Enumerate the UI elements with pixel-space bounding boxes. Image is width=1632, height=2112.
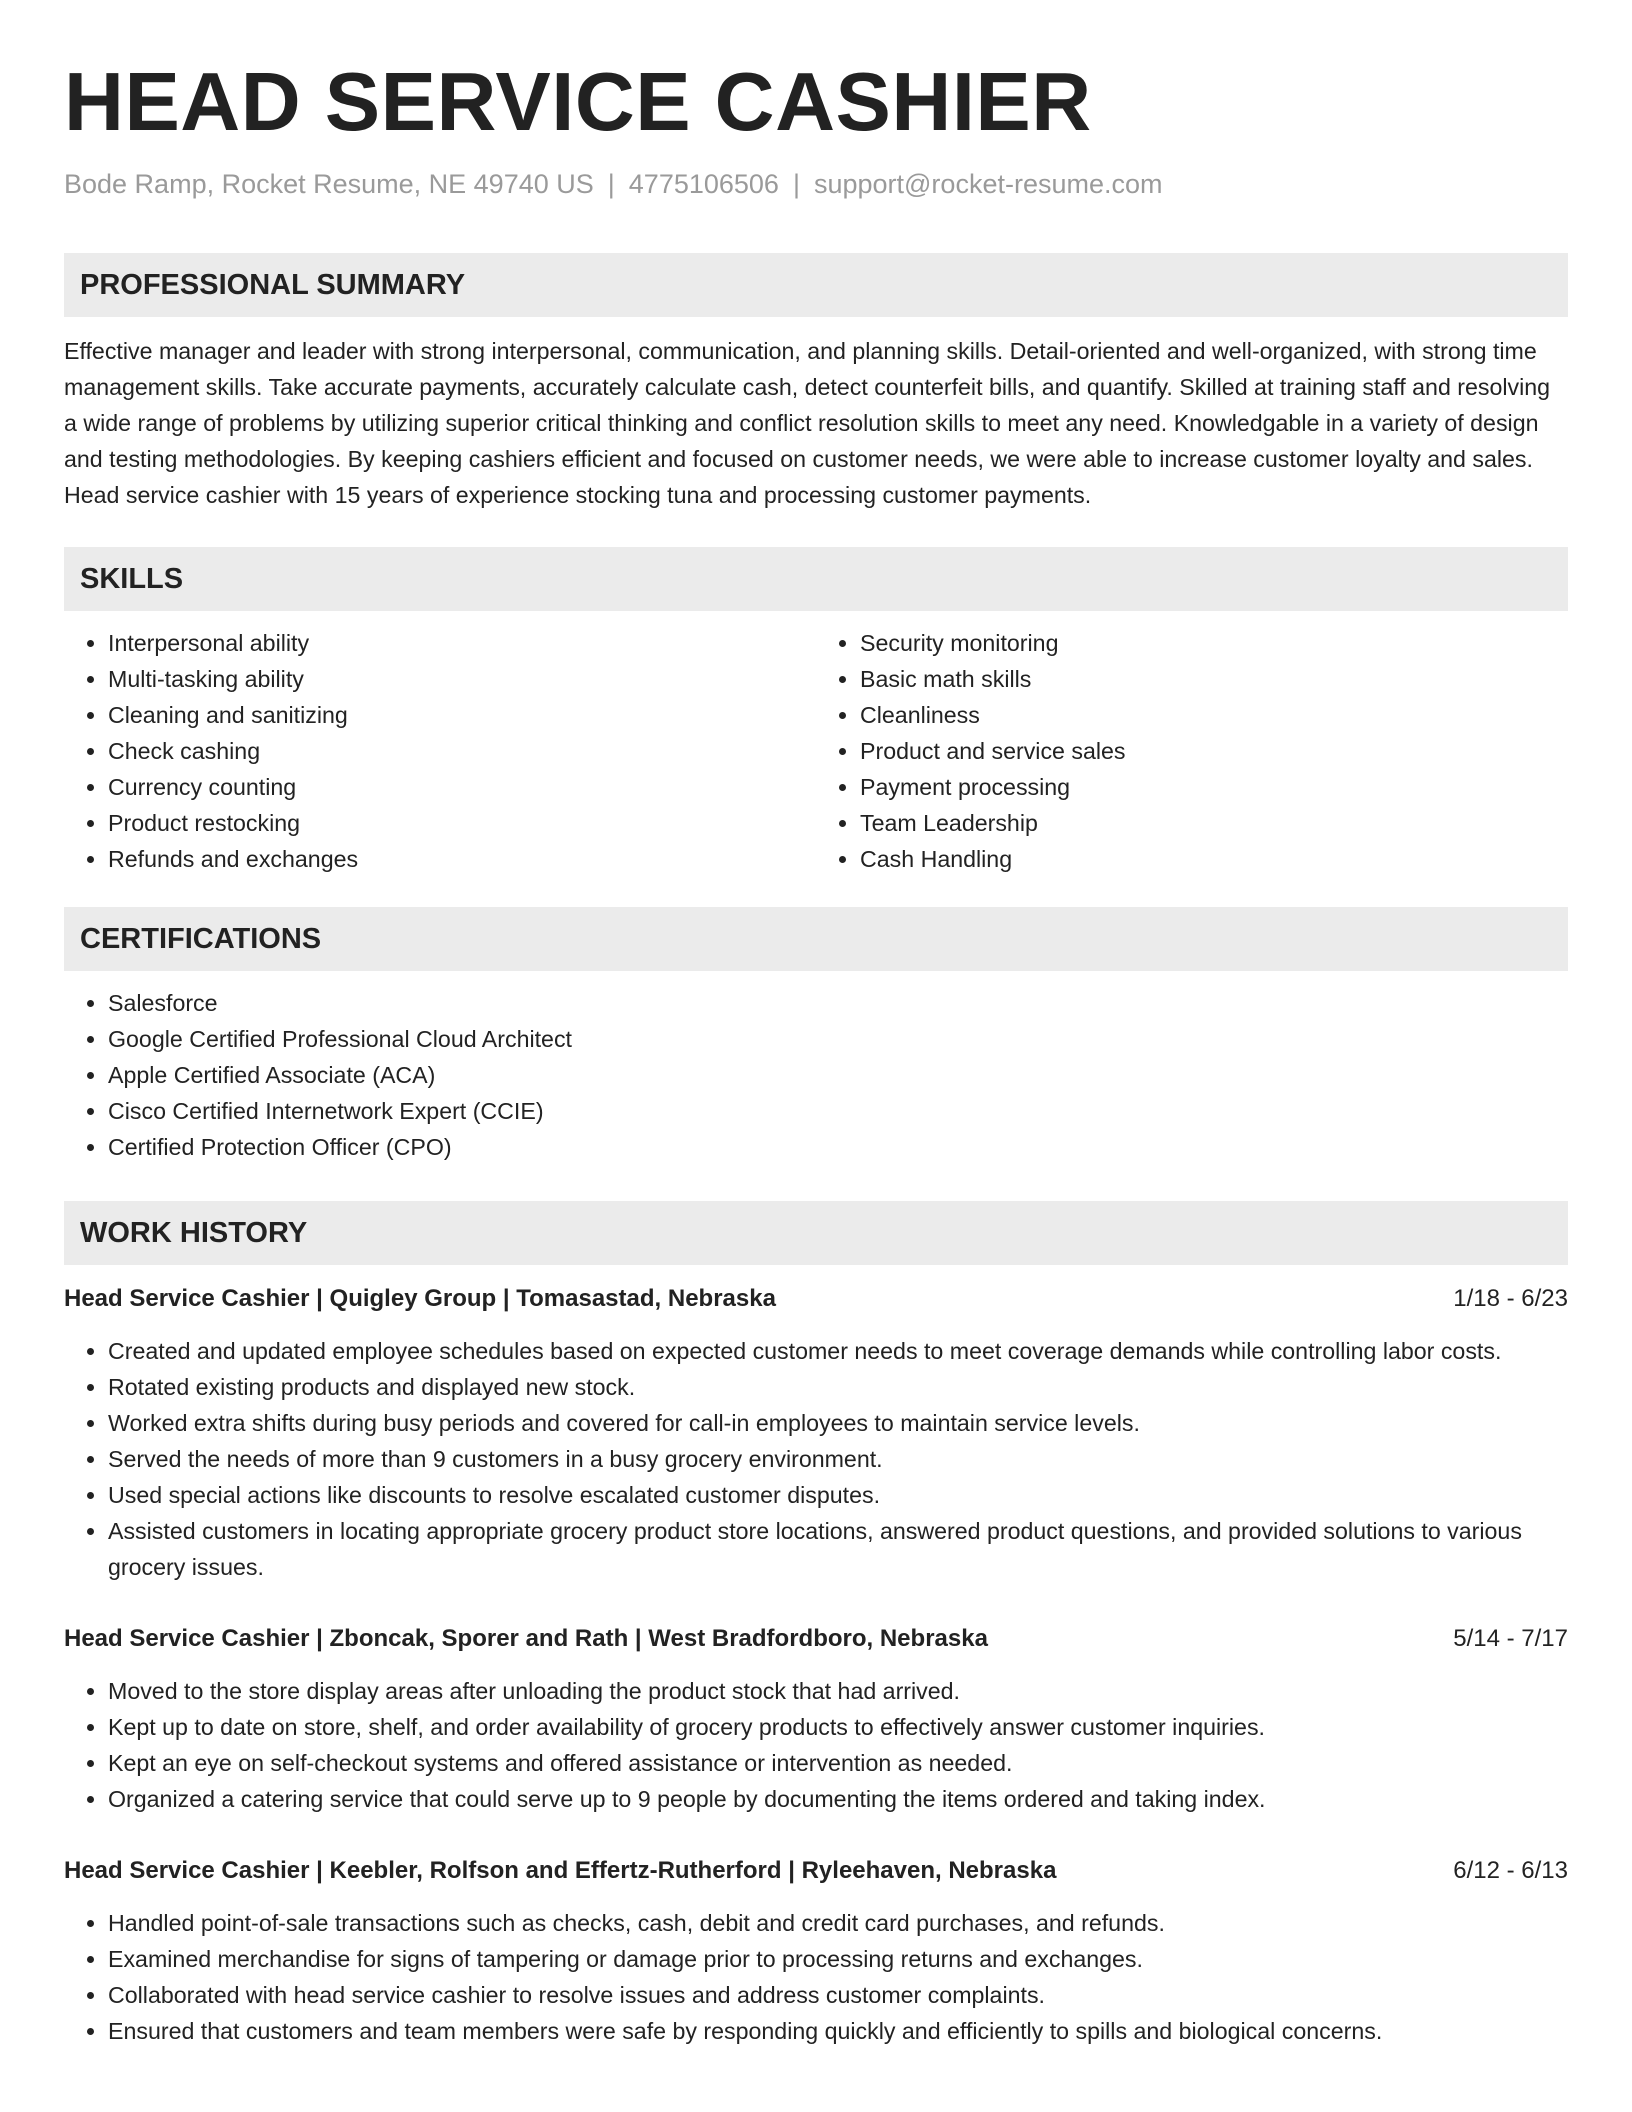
job-bullet: • Used special actions like discounts to resolve escalated customer disputes. <box>108 1477 1568 1513</box>
job-bullets <box>64 1673 1568 1817</box>
certification-item: • Google Certified Professional Cloud Architect <box>108 1021 1568 1057</box>
job-header <box>64 1621 1568 1657</box>
job-bullet: • Handled point-of-sale transactions such as checks, cash, debit and credit card purchases, and refunds. <box>108 1905 1568 1941</box>
contact-email: support@rocket-resume.com <box>813 169 1163 200</box>
job-title: Head Service Cashier | Quigley Group | Tomasastad, Nebraska <box>64 1284 776 1312</box>
skill-item: • Basic math skills <box>860 661 1568 697</box>
job-title: Head Service Cashier | Zboncak, Sporer and Rath | West Bradfordboro, Nebraska <box>64 1624 988 1652</box>
skill-item: • Cleanliness <box>860 697 1568 733</box>
job-bullet: • Ensured that customers and team members were safe by responding quickly and efficiently to spills and biological concerns. <box>108 2013 1568 2049</box>
job-dates: 1/18 - 6/23 <box>1453 1284 1568 1312</box>
job-bullet: • Collaborated with head service cashier to resolve issues and address customer complaints. <box>108 1977 1568 2013</box>
skill-item: • Product and service sales <box>860 733 1568 769</box>
skill-item: • Team Leadership <box>860 805 1568 841</box>
job-header <box>64 1281 1568 1317</box>
skill-item: • Refunds and exchanges <box>108 841 816 877</box>
skill-item: • Multi-tasking ability <box>108 661 816 697</box>
certification-item: • Salesforce <box>108 985 1568 1021</box>
summary-text: Effective manager and leader with strong interpersonal, communication, and planning skills. Detail-oriented and well-organized, with strong time management skills. Take accurate payments, accurately calculate cash, detect counterfeit bills, and quantify. Skilled at training staff and resolving a wide range of problems by utilizing superior critical thinking and conflict resolution skills to meet any need. Knowledgable in a variety of design and testing methodologies. By keeping cashiers efficient and focused on customer needs, we were able to increase customer loyalty and sales. Head service cashier with 15 years of experience stocking tuna and processing customer payments. <box>64 337 1551 508</box>
job-entry <box>64 1853 1568 2049</box>
section-header-certifications: CERTIFICATIONS <box>64 907 1568 971</box>
skill-item: • Cleaning and sanitizing <box>108 697 816 733</box>
skill-item: • Payment processing <box>860 769 1568 805</box>
job-entry <box>64 1281 1568 1585</box>
resume-name: HEAD SERVICE CASHIER <box>64 55 1092 148</box>
job-bullet: • Kept an eye on self-checkout systems and offered assistance or intervention as needed. <box>108 1745 1568 1781</box>
job-bullet: • Served the needs of more than 9 customers in a busy grocery environment. <box>108 1441 1568 1477</box>
job-bullet: • Worked extra shifts during busy periods and covered for call-in employees to maintain service levels. <box>108 1405 1568 1441</box>
job-header <box>64 1853 1568 1889</box>
skills-column-left <box>64 625 816 877</box>
contact-separator: | <box>607 169 615 200</box>
skills-column-right <box>816 625 1568 877</box>
skill-item: • Cash Handling <box>860 841 1568 877</box>
job-bullets <box>64 1905 1568 2049</box>
skill-item: • Currency counting <box>108 769 816 805</box>
skill-item: • Interpersonal ability <box>108 625 816 661</box>
job-dates: 5/14 - 7/17 <box>1453 1624 1568 1652</box>
job-bullet: • Moved to the store display areas after unloading the product stock that had arrived. <box>108 1673 1568 1709</box>
certification-item: • Cisco Certified Internetwork Expert (CCIE) <box>108 1093 1568 1129</box>
certification-item: • Apple Certified Associate (ACA) <box>108 1057 1568 1093</box>
section-header-summary: PROFESSIONAL SUMMARY <box>64 253 1568 317</box>
contact-line <box>64 167 1568 202</box>
job-entry <box>64 1621 1568 1817</box>
job-title: Head Service Cashier | Keebler, Rolfson and Effertz-Rutherford | Ryleehaven, Nebraska <box>64 1856 1057 1884</box>
certifications-list <box>64 985 1568 1165</box>
skill-item: • Product restocking <box>108 805 816 841</box>
job-bullets <box>64 1333 1568 1585</box>
job-bullet: • Examined merchandise for signs of tampering or damage prior to processing returns and exchanges. <box>108 1941 1568 1977</box>
job-bullet: • Organized a catering service that could serve up to 9 people by documenting the items ordered and taking index. <box>108 1781 1568 1817</box>
job-bullet: • Kept up to date on store, shelf, and order availability of grocery products to effectively answer customer inquiries. <box>108 1709 1568 1745</box>
skill-item: • Check cashing <box>108 733 816 769</box>
contact-separator: | <box>792 169 800 200</box>
job-bullet: • Assisted customers in locating appropriate grocery product store locations, answered product questions, and provided solutions to various grocery issues. <box>108 1513 1568 1585</box>
section-header-work-history: WORK HISTORY <box>64 1201 1568 1265</box>
section-header-skills: SKILLS <box>64 547 1568 611</box>
certification-item: • Certified Protection Officer (CPO) <box>108 1129 1568 1165</box>
contact-address: Bode Ramp, Rocket Resume, NE 49740 US <box>64 169 594 200</box>
job-bullet: • Rotated existing products and displayed new stock. <box>108 1369 1568 1405</box>
skill-item: • Security monitoring <box>860 625 1568 661</box>
contact-phone: 4775106506 <box>628 169 779 200</box>
job-bullet: • Created and updated employee schedules based on expected customer needs to meet coverage demands while controlling labor costs. <box>108 1333 1568 1369</box>
job-dates: 6/12 - 6/13 <box>1453 1856 1568 1884</box>
skills-list <box>64 625 1568 877</box>
